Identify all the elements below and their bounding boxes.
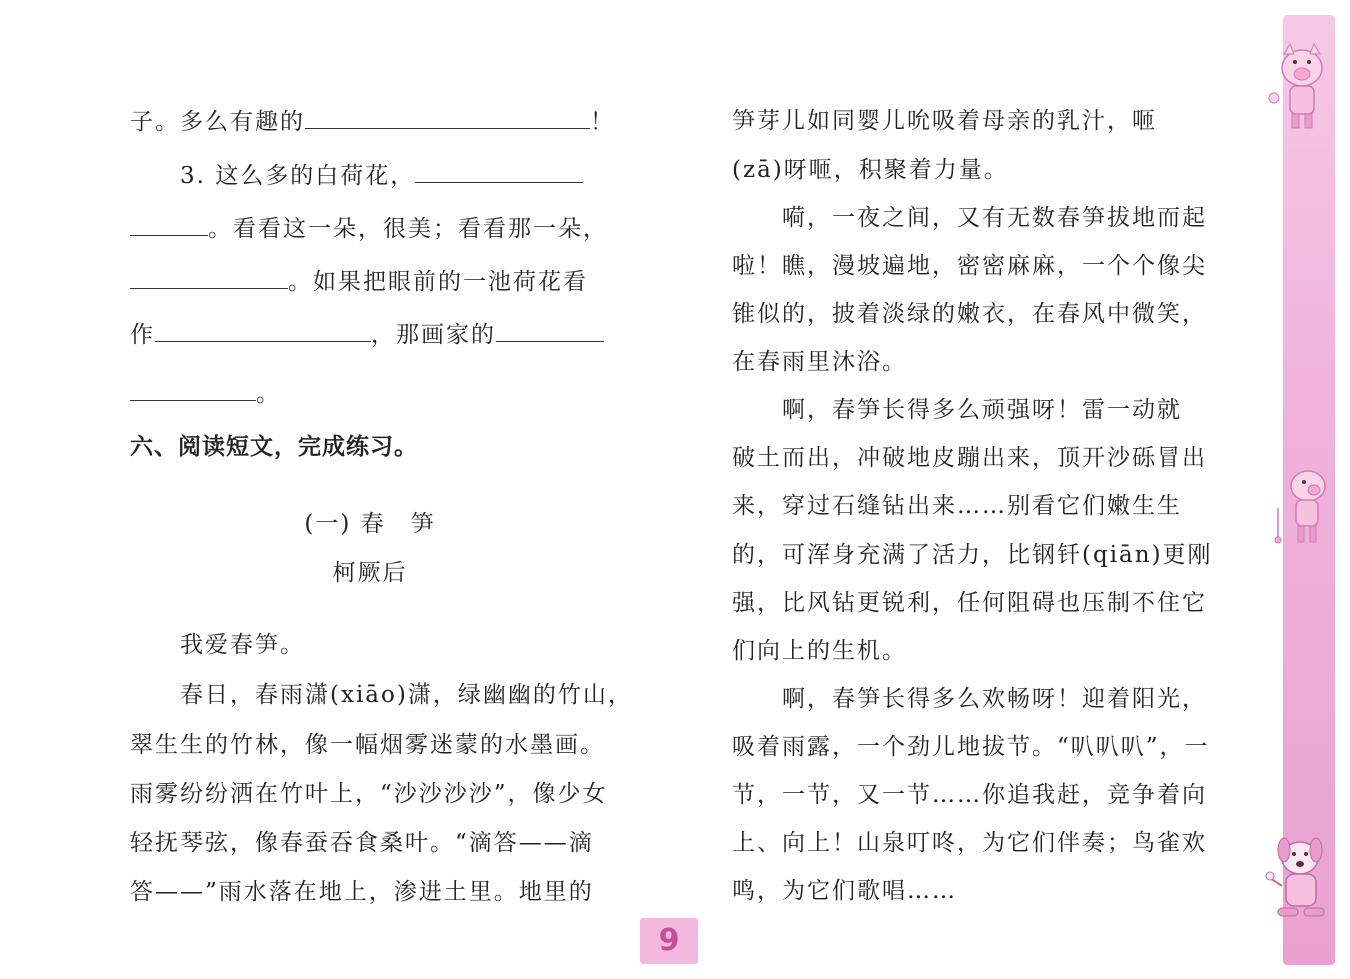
page-number: 9 (640, 918, 698, 964)
pig-cartoon-icon (1262, 40, 1337, 135)
line-text: 子。多么有趣的 (130, 109, 305, 135)
fill-line-3 (130, 213, 610, 244)
paragraph-line: 雨雾纷纷洒在竹叶上，“沙沙沙沙”，像少女 (130, 781, 608, 807)
fill-line-1 (130, 106, 615, 137)
paragraph-line: 我爱春笋。 (180, 632, 305, 658)
pig-cartoon-icon (1268, 462, 1338, 552)
paragraph-line: 春日，春雨潇(xiāo)潇，绿幽幽的竹山， (180, 682, 633, 708)
line-text: 。如果把眼前的一池荷花看 (288, 269, 588, 295)
line-text: 作 (130, 322, 155, 348)
paragraph-line: 啊，春笋长得多么顽强呀！雷一动就 (732, 397, 1182, 423)
answer-blank[interactable] (130, 213, 208, 236)
line-punct: ！ (590, 109, 615, 135)
paragraph-line: 吸着雨露，一个劲儿地拔节。“叭叭叭”，一 (732, 734, 1210, 760)
answer-blank[interactable] (496, 319, 604, 342)
paragraph-line: 啦！瞧，漫坡遍地，密密麻麻，一个个像尖 (732, 253, 1207, 279)
fill-line-4 (130, 266, 610, 297)
paragraph-line: 强，比风钻更锐利，任何阻碍也压制不住它 (732, 590, 1207, 616)
answer-blank[interactable] (130, 266, 288, 289)
paragraph-line: 嗬，一夜之间，又有无数春笋拔地而起 (732, 205, 1207, 231)
line-text: ，那画家的 (371, 322, 496, 348)
question-3-text: 3. 这么多的白荷花， (180, 163, 416, 189)
paragraph-line: 锥似的，披着淡绿的嫩衣，在春风中微笑， (732, 301, 1207, 327)
fill-line-2 (130, 160, 610, 191)
paragraph-line: 的，可浑身充满了活力，比钢钎(qiān)更刚 (732, 542, 1213, 568)
paragraph-line: (zā)呀咂，积聚着力量。 (732, 157, 1009, 183)
line-text: 。看看这一朵，很美；看看那一朵， (208, 216, 608, 242)
answer-blank[interactable] (155, 319, 371, 342)
article-title: (一) 春 笋 (304, 511, 436, 537)
line-punct: 。 (256, 381, 281, 407)
fill-line-5 (130, 319, 610, 350)
fill-line-6 (130, 378, 610, 409)
paragraph-line: 啊，春笋长得多么欢畅呀！迎着阳光， (732, 686, 1207, 712)
dog-cartoon-icon (1262, 828, 1337, 933)
paragraph-line: 笋芽儿如同婴儿吮吸着母亲的乳汁，咂 (732, 108, 1157, 134)
paragraph-line: 鸣，为它们歌唱…… (732, 878, 957, 904)
answer-blank[interactable] (415, 160, 583, 183)
answer-blank[interactable] (305, 106, 590, 129)
paragraph-line: 来，穿过石缝钻出来……别看它们嫩生生 (732, 493, 1182, 519)
answer-blank[interactable] (130, 378, 256, 401)
paragraph-line: 在春雨里沐浴。 (732, 349, 907, 375)
paragraph-line: 答——”雨水落在地上，渗进土里。地里的 (130, 879, 594, 905)
paragraph-line: 轻抚琴弦，像春蚕吞食桑叶。“滴答——滴 (130, 830, 594, 856)
paragraph-line: 上、向上！山泉叮咚，为它们伴奏；鸟雀欢 (732, 830, 1207, 856)
paragraph-line: 翠生生的竹林，像一幅烟雾迷蒙的水墨画。 (130, 732, 605, 758)
paragraph-line: 们向上的生机。 (732, 638, 907, 664)
article-author: 柯厥后 (332, 560, 408, 586)
paragraph-line: 节，一节，又一节……你追我赶，竞争着向 (732, 782, 1207, 808)
paragraph-line: 破土而出，冲破地皮蹦出来，顶开沙砾冒出 (732, 445, 1207, 471)
section-heading: 六、阅读短文，完成练习。 (130, 434, 418, 460)
